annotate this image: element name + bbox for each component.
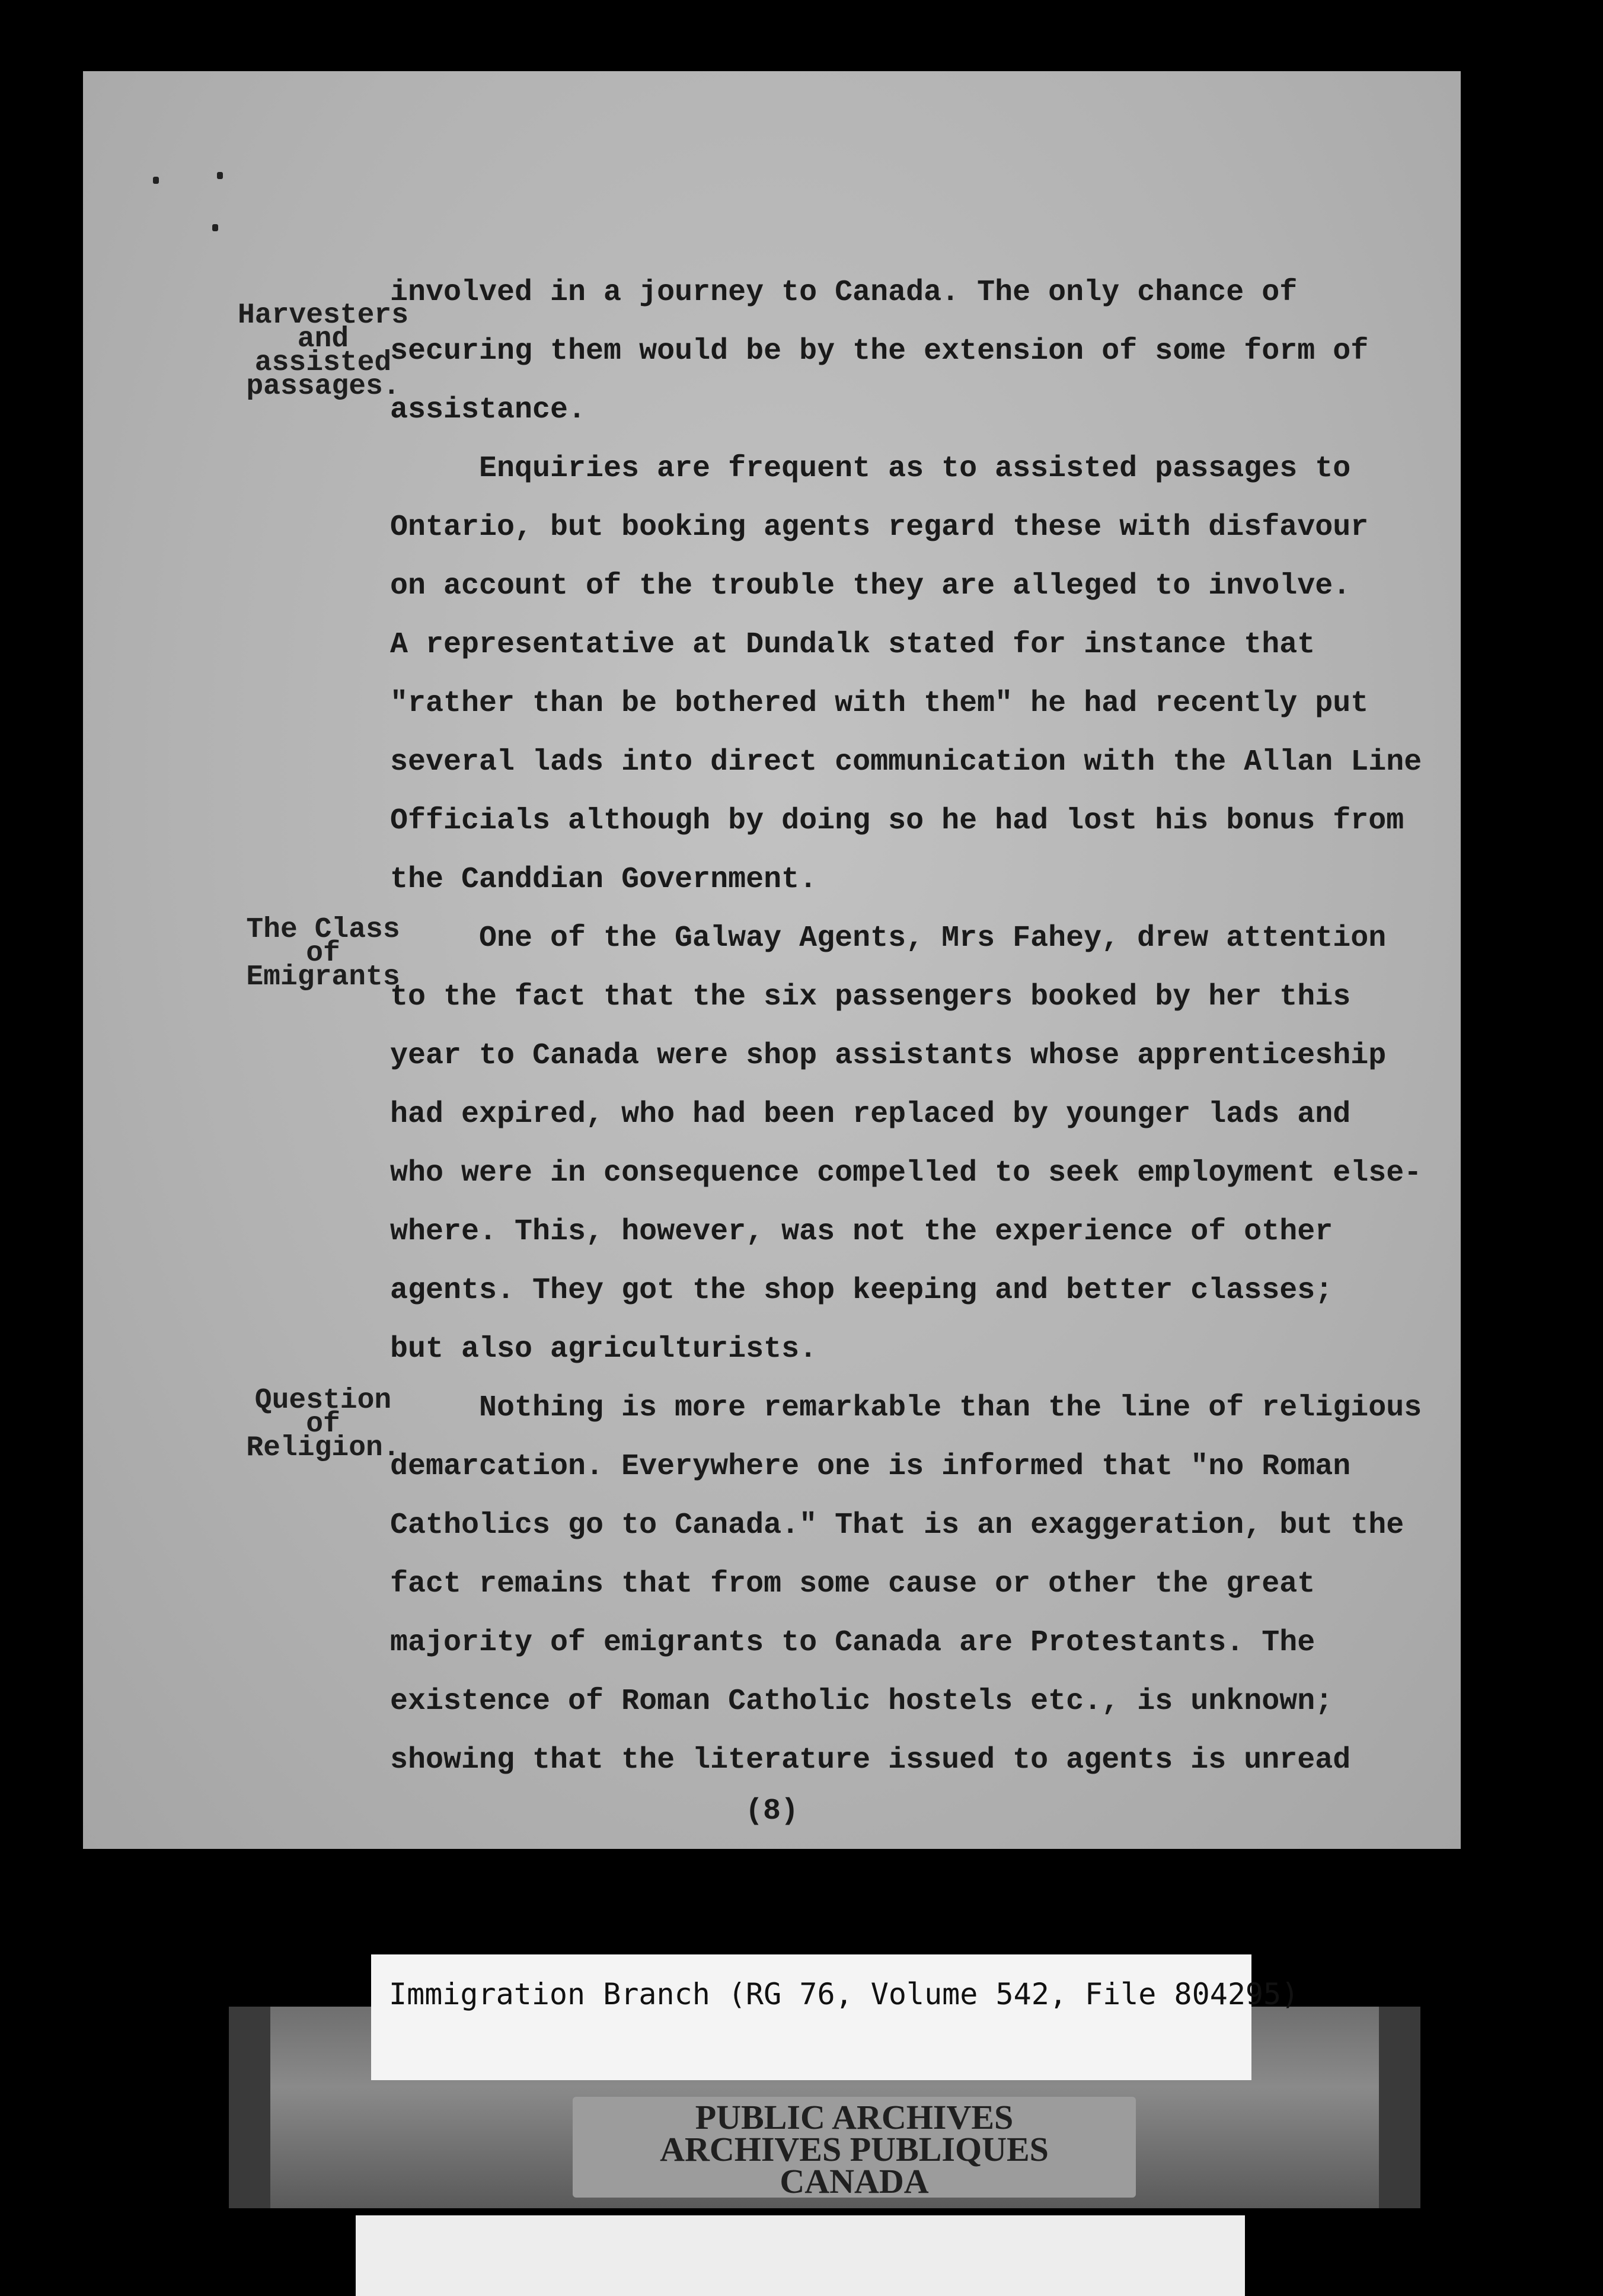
archive-reference-text: Immigration Branch (RG 76, Volume 542, File 804295) <box>389 1977 1299 2011</box>
archive-reference-label <box>371 1954 1299 2080</box>
folder-edge <box>229 2007 270 2208</box>
page-number: (8) <box>745 1794 799 1828</box>
margin-note-line: Religion. <box>246 1432 400 1464</box>
text-line: the Canddian Government. <box>390 863 818 897</box>
text-line: who were in consequence compelled to seek employment else- <box>390 1156 1422 1190</box>
margin-note-line: Emigrants <box>246 961 400 993</box>
text-line: "rather than be bothered with them" he had recently put <box>390 687 1369 720</box>
stamp-text <box>573 2098 1136 2201</box>
text-line: securing them would be by the extension of some form of <box>390 334 1369 368</box>
margin-note-line: and <box>297 323 349 355</box>
text-line: several lads into direct communication with the Allan Line <box>390 745 1422 779</box>
text-line: agents. They got the shop keeping and better classes; <box>390 1274 1333 1308</box>
margin-note-line: of <box>306 937 340 970</box>
text-line: involved in a journey to Canada. The only chance of <box>390 276 1298 310</box>
text-line: assistance. <box>390 393 586 427</box>
text-line: demarcation. Everywhere one is informed that "no Roman <box>390 1450 1351 1484</box>
text-line: Ontario, but booking agents regard these with disfavour <box>390 511 1369 544</box>
text-line: Officials although by doing so he had lost his bonus from <box>390 804 1404 838</box>
body-text <box>390 263 1516 1790</box>
text-line: Catholics go to Canada." That is an exaggeration, but the <box>390 1509 1404 1542</box>
margin-note-line: The Class <box>246 914 400 946</box>
stamp-line: CANADA <box>780 2162 929 2201</box>
text-line: but also agriculturists. <box>390 1332 818 1366</box>
margin-note-line: assisted <box>254 347 392 379</box>
archive-stamp <box>573 2097 1136 2201</box>
text-line: Enquiries are frequent as to assisted passages to <box>479 452 1351 486</box>
stamp-line: ARCHIVES PUBLIQUES <box>660 2130 1049 2169</box>
ink-speck <box>212 224 218 231</box>
text-line: existence of Roman Catholic hostels etc., is unknown; <box>390 1685 1333 1718</box>
text-line: on account of the trouble they are alleged to involve. <box>390 569 1351 603</box>
margin-note-line: Question <box>254 1385 392 1417</box>
margin-note-line: of <box>306 1408 340 1440</box>
bottom-card <box>356 2215 1245 2296</box>
text-line: year to Canada were shop assistants whose apprenticeship <box>390 1039 1387 1073</box>
margin-note-line: passages. <box>246 371 400 403</box>
text-line: fact remains that from some cause or other the great <box>390 1567 1315 1601</box>
text-line: Nothing is more remarkable than the line of religious <box>479 1391 1422 1425</box>
stamp-line: PUBLIC ARCHIVES <box>695 2098 1014 2136</box>
text-line: A representative at Dundalk stated for instance that <box>390 628 1315 662</box>
folder-edge <box>1379 2007 1420 2208</box>
text-line: showing that the literature issued to agents is unread <box>390 1743 1351 1777</box>
text-line: to the fact that the six passengers booked by her this <box>390 980 1351 1014</box>
text-line: One of the Galway Agents, Mrs Fahey, drew attention <box>479 921 1387 955</box>
text-line: majority of emigrants to Canada are Protestants. The <box>390 1626 1315 1660</box>
document-page <box>83 71 1461 1849</box>
ink-speck <box>153 177 159 184</box>
ink-speck <box>217 172 223 179</box>
text-line: had expired, who had been replaced by younger lads and <box>390 1098 1351 1131</box>
text-line: where. This, however, was not the experience of other <box>390 1215 1333 1249</box>
margin-note-line: Harvesters <box>237 299 409 331</box>
